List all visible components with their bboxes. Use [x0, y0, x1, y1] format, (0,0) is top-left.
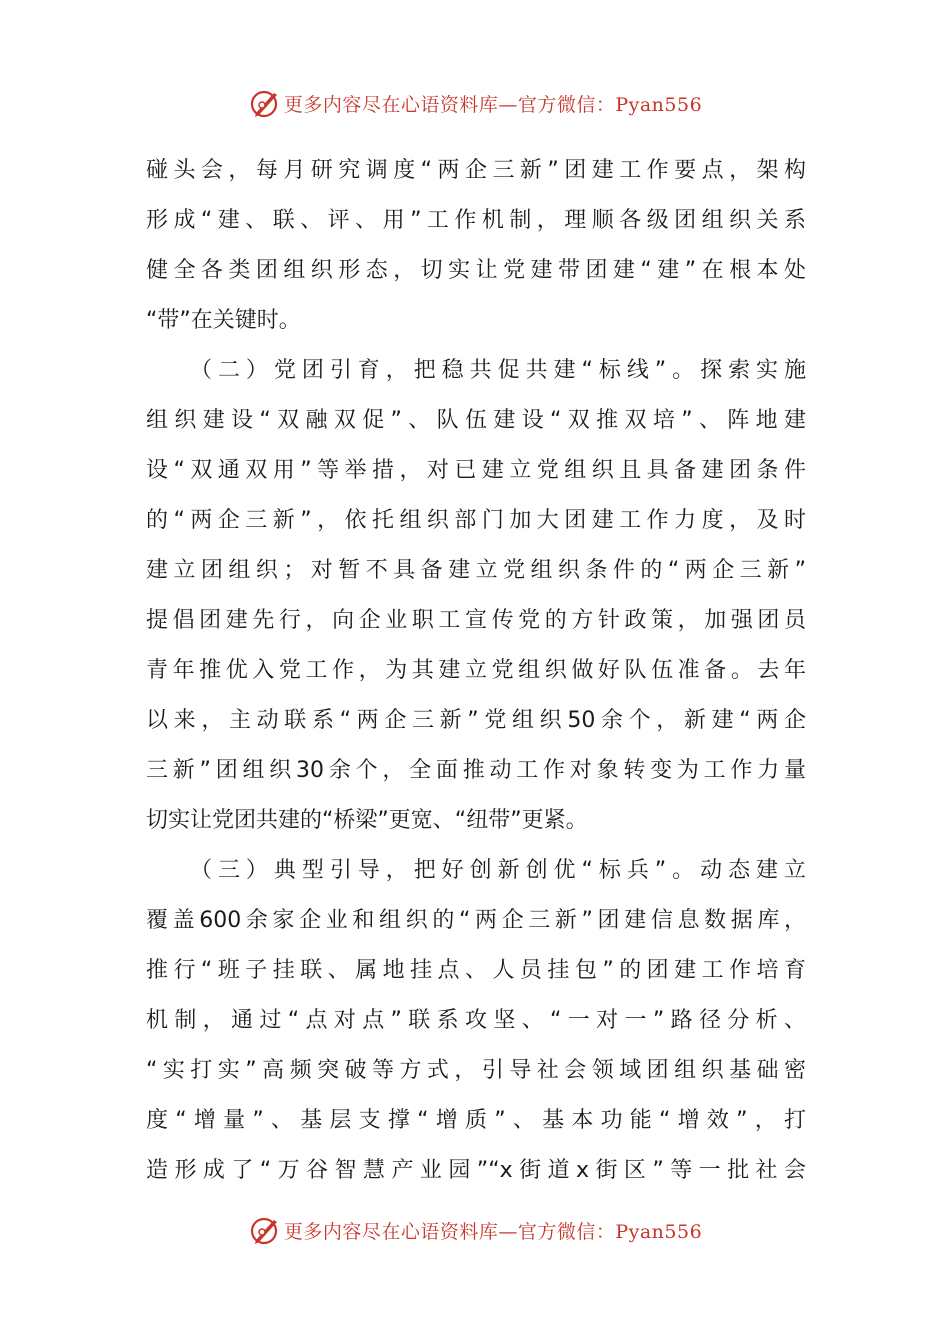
text-line: （三）典型引导，把好创新创优“标兵”。动态建立 [190, 858, 806, 883]
text-line: 度“增量”、基层支撑“增质”、基本功能“增效”，打 [146, 1108, 806, 1133]
text-line: 碰头会，每月研究调度“两企三新”团建工作要点，架构 [146, 158, 806, 183]
watermark-footer [0, 1210, 950, 1250]
watermark-text: 更多内容尽在心语资料库—官方微信：Pyan556 [283, 93, 703, 116]
pen-circle-logo-icon [248, 1213, 282, 1247]
pen-circle-logo-icon [248, 86, 282, 120]
text-line: （二）党团引育，把稳共促共建“标线”。探索实施 [190, 358, 806, 383]
text-line: 建立团组织；对暂不具备建立党组织条件的“两企三新” [146, 558, 806, 583]
text-line: 三新”团组织30余个，全面推动工作对象转变为工作力量 [146, 758, 806, 783]
text-line: 覆盖600余家企业和组织的“两企三新”团建信息数据库， [146, 908, 806, 933]
text-line: 的“两企三新”，依托组织部门加大团建工作力度，及时 [146, 508, 806, 533]
text-line: 造形成了“万谷智慧产业园”“x街道x街区”等一批社会 [146, 1158, 806, 1183]
watermark-header [0, 83, 950, 123]
text-line: 切实让党团共建的“桥梁”更宽、“纽带”更紧。 [146, 808, 588, 833]
document-body [146, 146, 806, 1196]
text-line: 机制，通过“点对点”联系攻坚、“一对一”路径分析、 [146, 1008, 806, 1033]
text-line: 提倡团建先行，向企业职工宣传党的方针政策，加强团员 [146, 608, 806, 633]
text-line: 形成“建、联、评、用”工作机制，理顺各级团组织关系 [146, 208, 806, 233]
text-line: 组织建设“双融双促”、队伍建设“双推双培”、阵地建 [146, 408, 806, 433]
text-line: 健全各类团组织形态，切实让党建带团建“建”在根本处 [146, 258, 806, 283]
text-line: “带”在关键时。 [146, 308, 301, 333]
text-line: 以来，主动联系“两企三新”党组织50余个，新建“两企 [146, 708, 806, 733]
text-line: 设“双通双用”等举措，对已建立党组织且具备建团条件 [146, 458, 806, 483]
text-line: 青年推优入党工作，为其建立党组织做好队伍准备。去年 [146, 658, 806, 683]
watermark-text: 更多内容尽在心语资料库—官方微信：Pyan556 [283, 1220, 703, 1243]
text-line: 推行“班子挂联、属地挂点、人员挂包”的团建工作培育 [146, 958, 806, 983]
text-line: “实打实”高频突破等方式，引导社会领域团组织基础密 [146, 1058, 806, 1083]
